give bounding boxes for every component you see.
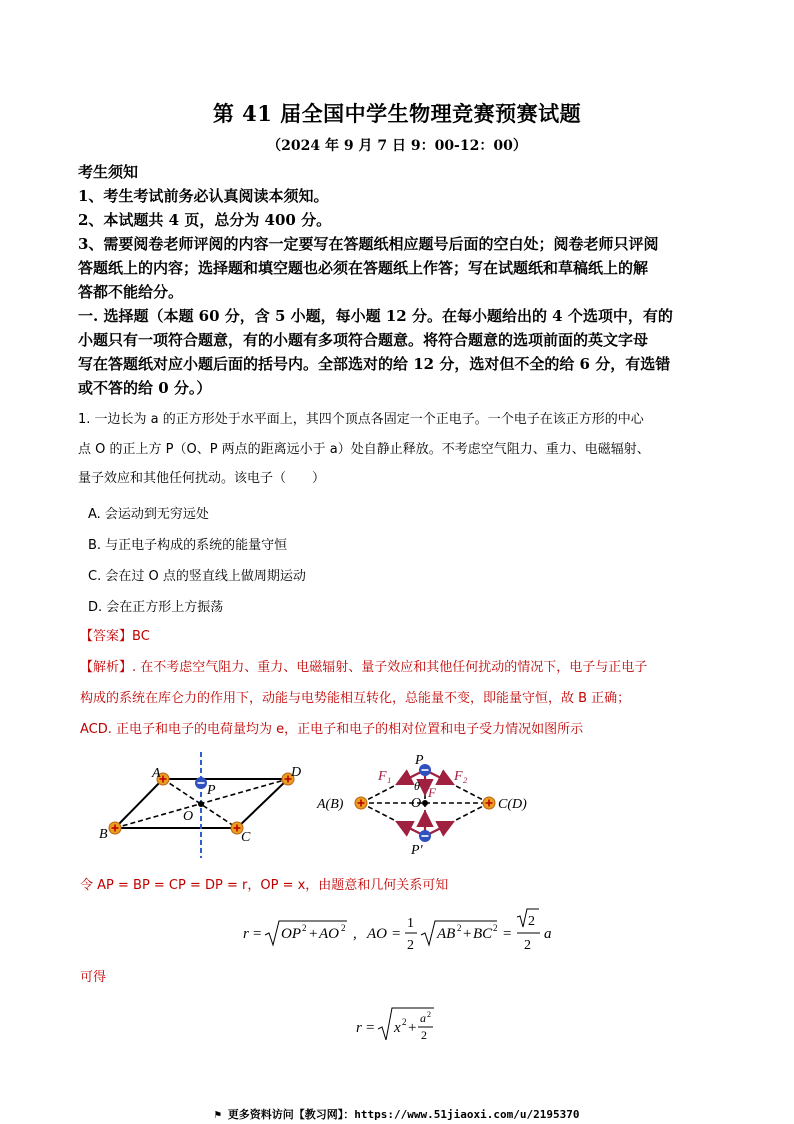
svg-text:2: 2 [407, 938, 414, 953]
svg-text:+: + [463, 926, 472, 942]
label-theta: θ [414, 779, 420, 793]
label-c: C [241, 830, 251, 845]
label-f2: F₂ [454, 769, 468, 784]
page-title: 第 41 届全国中学生物理竞赛预赛试题 [212, 101, 582, 126]
figure-force-diagram [315, 750, 540, 860]
formula-r-and-ao [235, 905, 565, 960]
label-p2: P [415, 753, 424, 768]
svg-text:+: + [309, 926, 318, 942]
kede-line: 可得 [80, 970, 107, 985]
formula-r-result [350, 1002, 450, 1040]
section1-line1: 一. 选择题（本题 60 分，含 5 小题，每小题 12 分。在每小题给出的 4 个选项中，有的 [78, 307, 673, 325]
label-b: B [99, 827, 108, 842]
label-p-prime: P′ [411, 843, 423, 858]
notice-item-3-line1: 3、需要阅卷老师评阅的内容一定要写在答题纸相应题号后面的空白处；阅卷老师只评阅 [78, 235, 659, 253]
svg-text:2: 2 [302, 923, 307, 933]
svg-text:2: 2 [427, 1010, 431, 1019]
svg-text:AO: AO [367, 926, 387, 942]
svg-text:=: = [366, 1020, 375, 1036]
label-p: P [207, 783, 216, 798]
svg-text:=: = [253, 926, 262, 942]
svg-text:AB: AB [437, 926, 456, 942]
option-b: B. 与正电子构成的系统的能量守恒 [88, 538, 288, 553]
option-d: D. 会在正方形上方振荡 [88, 600, 224, 615]
label-f1: F₁ [378, 769, 392, 784]
label-o: O [183, 809, 194, 824]
svg-text:a: a [544, 926, 552, 942]
label-cd: C(D) [498, 797, 527, 812]
analysis-line2: 构成的系统在库仑力的作用下，动能与电势能相互转化，总能量不变，即能量守恒，故 B 正确； [80, 691, 631, 706]
label-ab: A(B) [317, 797, 344, 812]
svg-text:2: 2 [402, 1017, 407, 1027]
svg-text:OP: OP [281, 926, 301, 942]
svg-text:=: = [503, 926, 512, 942]
svg-text:=: = [392, 926, 401, 942]
notice-item-1: 1、考生考试前务必认真阅读本须知。 [78, 187, 329, 205]
label-a: A [152, 766, 161, 781]
svg-text:2: 2 [524, 938, 531, 953]
svg-text:2: 2 [457, 923, 462, 933]
q1-line1: 1. 一边长为 a 的正方形处于水平面上，其四个顶点各固定一个正电子。一个电子在该正方形的中心 [78, 412, 644, 427]
svg-text:2: 2 [493, 923, 498, 933]
section1-line2: 小题只有一项符合题意，有的小题有多项符合题意。将符合题意的选项前面的英文字母 [78, 331, 649, 349]
svg-text:r: r [243, 926, 249, 942]
section1-line3: 写在答题纸对应小题后面的括号内。全部选对的给 12 分，选对但不全的给 6 分，有选错 [78, 355, 671, 373]
notice-heading: 考生须知 [78, 163, 139, 181]
svg-text:+: + [408, 1020, 417, 1036]
option-a: A. 会运动到无穷远处 [88, 507, 209, 522]
svg-text:x: x [394, 1020, 401, 1036]
center-o [198, 801, 204, 807]
label-d: D [291, 765, 302, 780]
svg-text:AO: AO [319, 926, 339, 942]
svg-text:1: 1 [407, 916, 414, 931]
option-c: C. 会在过 O 点的竖直线上做周期运动 [88, 569, 306, 584]
notice-item-3-line3: 答都不能给分。 [78, 283, 184, 301]
notice-item-3-line2: 答题纸上的内容；选择题和填空题也必须在答题纸上作答；写在试题纸和草稿纸上的解 [78, 259, 649, 277]
svg-text:2: 2 [528, 914, 535, 929]
notice-item-2: 2、本试题共 4 页，总分为 400 分。 [78, 211, 332, 229]
label-f: F [428, 785, 436, 800]
footer-link[interactable]: ⚑ 更多资料访问【教习网】：https://www.51jiaoxi.com/u/2195370 [214, 1108, 580, 1121]
notice-block [78, 160, 718, 400]
svg-text:BC: BC [473, 926, 493, 942]
q1-line2: 点 O 的正上方 P（O、P 两点的距离远小于 a）处自静止释放。不考虑空气阻力、重力、电磁辐射、 [78, 442, 650, 457]
svg-text:2: 2 [421, 1028, 427, 1040]
analysis-line3: ACD. 正电子和电子的电荷量均为 e，正电子和电子的相对位置和电子受力情况如图所示 [80, 722, 584, 737]
label-o2: O [411, 796, 422, 811]
figure-square-perspective [95, 750, 315, 860]
svg-text:a: a [420, 1011, 426, 1025]
flag-icon: ⚑ [214, 1108, 228, 1121]
svg-text:,: , [353, 926, 357, 942]
section1-line4: 或不答的给 0 分。） [78, 379, 212, 397]
let-line: 令 AP = BP = CP = DP = r，OP = x，由题意和几何关系可知 [80, 878, 449, 893]
answer: 【答案】BC [80, 629, 150, 644]
svg-text:2: 2 [341, 923, 346, 933]
exam-time: （2024 年 9 月 7 日 9：00-12：00） [267, 138, 527, 154]
q1-line3: 量子效应和其他任何扰动。该电子（ ） [78, 471, 326, 486]
svg-text:r: r [356, 1020, 362, 1036]
analysis-line1: 【解析】. 在不考虑空气阻力、重力、电磁辐射、量子效应和其他任何扰动的情况下，电子与正电子 [80, 660, 648, 675]
